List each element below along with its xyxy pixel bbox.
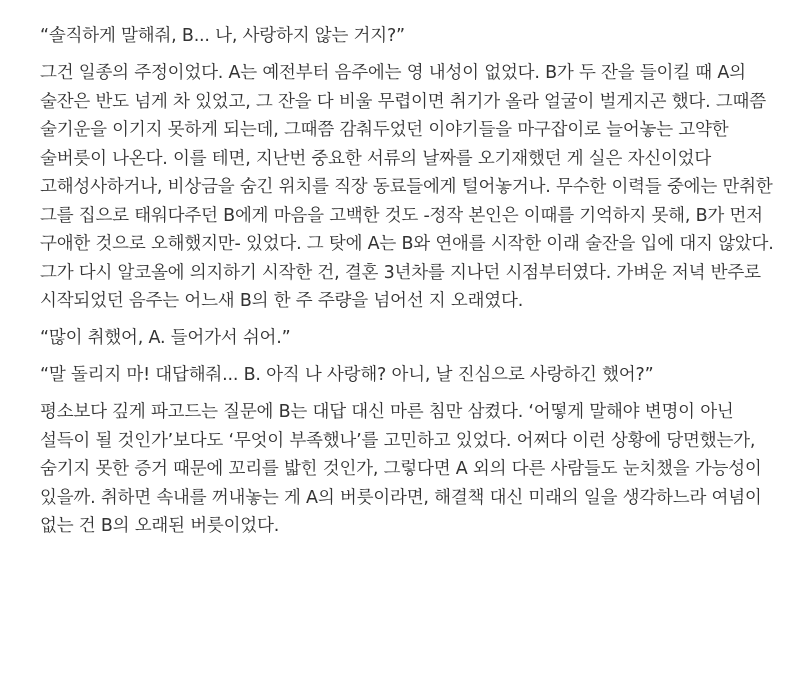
narrative-paragraph: 평소보다 깊게 파고드는 질문에 B는 대답 대신 마른 침만 삼켰다. ‘어떻게 말해야 변명이 아닌 설득이 될 것인가’보다도 ‘무엇이 부족했나’를 고민하고 있었다. 어쩌다 이런 상황에 당면했는가, 숨기지 못한 증거 때문에 꼬리를 밟힌 것인가, 그렇다면 A 외의 다른 사람들도 눈치챘을 가능성이 있을까. 취하면 속내를 꺼내놓는 게 A의 버릇이라면, 해결책 대신 미래의 일을 생각하느라 여념이 없는 건 B의 오래된 버릇이었다. <box>40 402 762 536</box>
narrative-paragraph: 그건 일종의 주정이었다. A는 예전부터 음주에는 영 내성이 없었다. B가 두 잔을 들이킬 때 A의 술잔은 반도 넘게 차 있었고, 그 잔을 다 비울 무렵이면 취기가 올라 얼굴이 벌게지곤 했다. 그때쯤 술기운을 이기지 못하게 되는데, 그때쯤 감춰두었던 이야기들을 마구잡이로 늘어놓는 고약한 술버릇이 나온다. 이를 테면, 지난번 중요한 서류의 날짜를 오기재했던 게 실은 자신이었다 고해성사하거나, 비상금을 숨긴 위치를 직장 동료들에게 털어놓거나. 무수한 이력들 중에는 만취한 그를 집으로 태워다주던 B에게 마음을 고백한 것도 -정작 본인은 이때를 기억하지 못해, B가 먼저 구애한 것으로 오해했지만- 있었다. 그 탓에 A는 B와 연애를 시작한 이래 술잔을 입에 대지 않았다. 그가 다시 알코올에 의지하기 시작한 건, 결혼 3년차를 지나던 시점부터였다. 가벼운 저녁 반주로 시작되었던 음주는 어느새 B의 한 주 주량을 넘어선 지 오래였다. <box>40 63 774 311</box>
article-body <box>40 22 780 541</box>
dialogue-line: “많이 취했어, A. 들어가서 쉬어.” <box>40 328 291 348</box>
dialogue-line: “솔직하게 말해줘, B... 나, 사랑하지 않는 거지?” <box>40 26 405 46</box>
dialogue-line: “말 돌리지 마! 대답해줘... B. 아직 나 사랑해? 아니, 날 진심으로 사랑하긴 했어?” <box>40 365 654 385</box>
